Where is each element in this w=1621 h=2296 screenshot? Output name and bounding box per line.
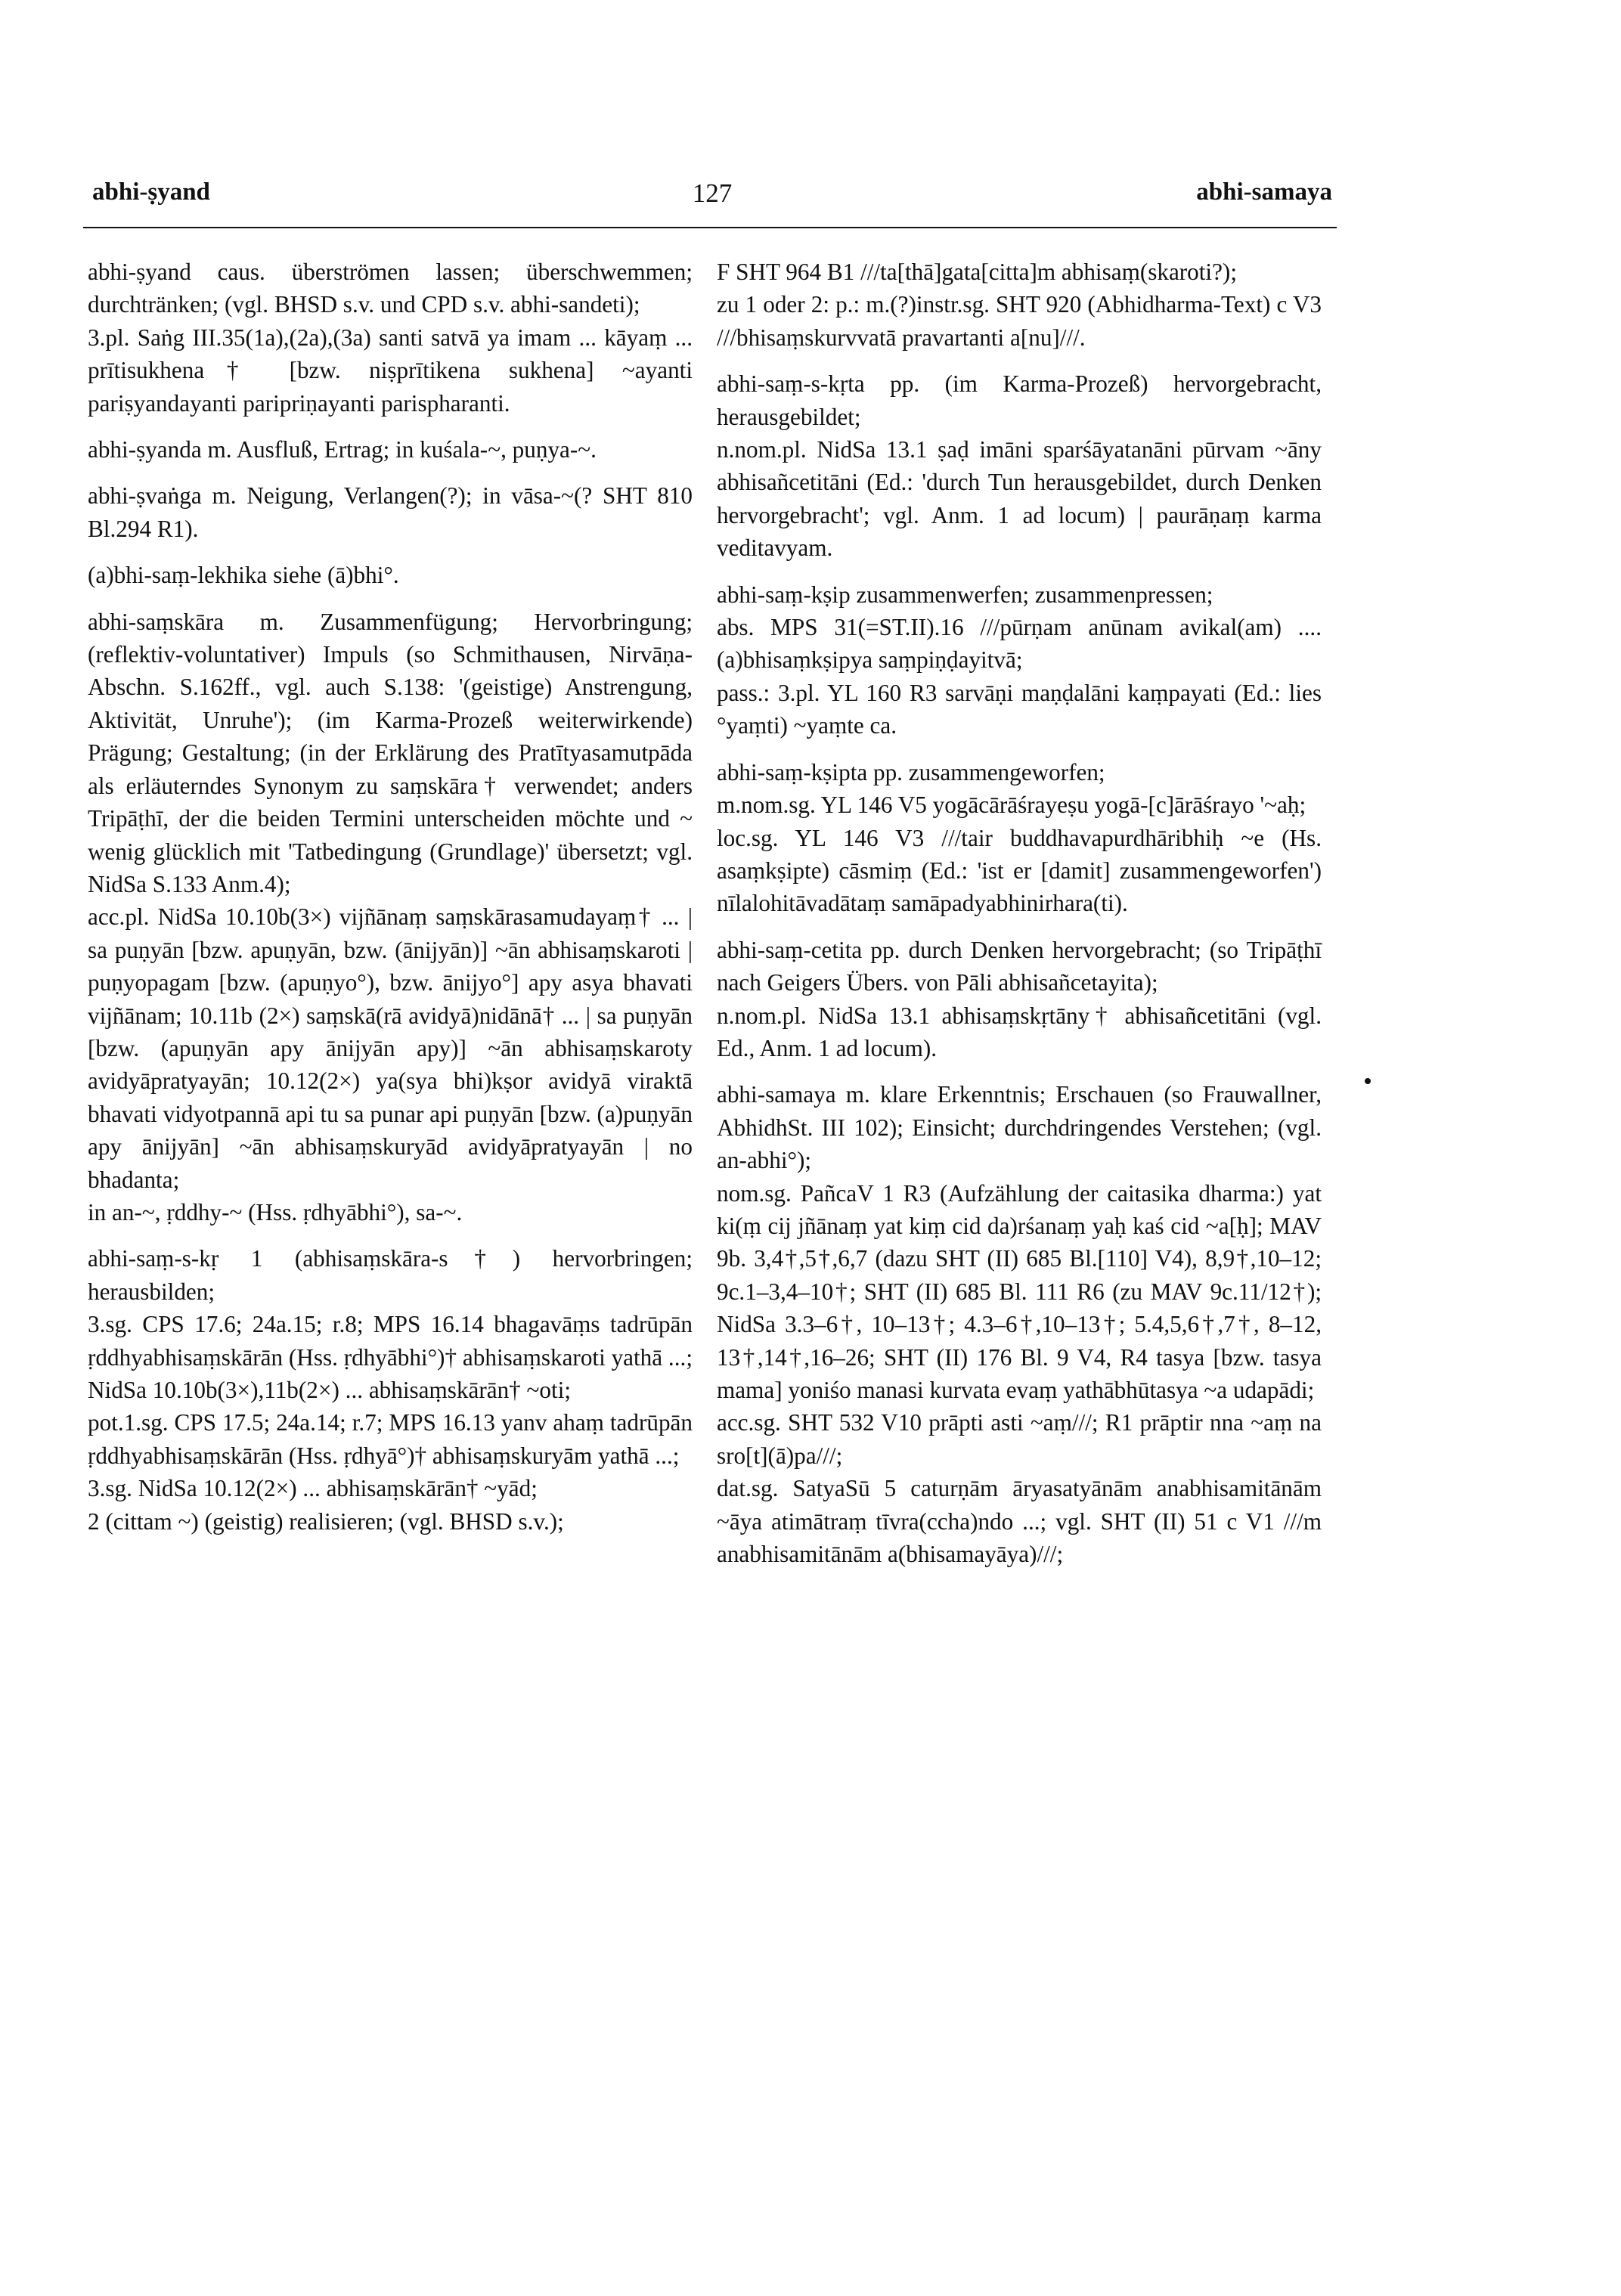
entry-abhi-sam-ksip: abhi-saṃ-kṣip zusammenwerfen; zusammenpressen; bbox=[717, 581, 1213, 608]
entry-citation: abs. MPS 31(=ST.II).16 ///pūrṇam anūnam avikal(am) .... (a)bhisaṃkṣipya saṃpiṇḍayitvā; bbox=[717, 614, 1322, 674]
entry-citation: nom.sg. PañcaV 1 R3 (Aufzählung der caitasika dharma:) yat ki(ṃ cij jñānaṃ yat kiṃ cid da)rśanaṃ yaḥ kaś cid ~a[ḥ]; MAV 9b. 3,4†,5†,6,7 (dazu SHT (II) 685 Bl.[110] V4), 8,9†,10–12; 9c.1–3,4–10†; SHT (II) 685 Bl. 111 R6 (zu MAV 9c.11/12†); NidSa 3.3–6†, 10–13†; 4.3–6†,10–13†; 5.4,5,6†,7†, 8–12, 13†,14†,16–26; SHT (II) 176 Bl. 9 V4, R4 tasya [bzw. tasya mama] yoniśo manasi kurvata evaṃ yathābhūtasya ~a udapādi; bbox=[717, 1179, 1322, 1403]
running-head-left: abhi-ṣyand bbox=[92, 178, 210, 206]
running-head-right: abhi-samaya bbox=[1196, 178, 1332, 206]
entry-abhi-sam-s-kr: abhi-saṃ-s-kṛ 1 (abhisaṃskāra-s†) hervorbringen; herausbilden; bbox=[88, 1245, 693, 1305]
entry-sense-2: 2 (cittam ~) (geistig) realisieren; (vgl. BHSD s.v.); bbox=[88, 1507, 564, 1535]
entry-citation: 3.sg. NidSa 10.12(2×) ... abhisaṃskārān† ~yād; bbox=[88, 1475, 538, 1502]
entry-citation: loc.sg. YL 146 V3 ///tair buddhavapurdhāribhiḥ ~e (Hs. asaṃkṣipte) cāsmiṃ (Ed.: 'ist er [damit] zusammengeworfen') nīlalohitāvadātaṃ samāpadyabhinirhara(ti). bbox=[717, 824, 1322, 917]
entry-abhi-syanda: abhi-ṣyanda m. Ausfluß, Ertrag; in kuśala-~, puṇya-~. bbox=[88, 436, 597, 463]
entry-abhi-sam-ksipta: abhi-saṃ-kṣipta pp. zusammengeworfen; bbox=[717, 758, 1105, 785]
entry-abhi-svanga: abhi-ṣvaṅga m. Neigung, Verlangen(?); in vāsa-~(? SHT 810 Bl.294 R1). bbox=[88, 482, 693, 542]
entry-abhi-sam-lekhika: (a)bhi-saṃ-lekhika siehe (ā)bhi°. bbox=[88, 562, 399, 589]
entry-citation: pot.1.sg. CPS 17.5; 24a.14; r.7; MPS 16.13 yanv ahaṃ tadrūpān ṛddhyabhisaṃskārān (Hss. ṛdhyā°)† abhisaṃskuryām yathā ...; bbox=[88, 1409, 693, 1469]
header-rule bbox=[83, 227, 1337, 228]
entry-citation: F SHT 964 B1 ///ta[thā]gata[citta]m abhisaṃ(skaroti?); bbox=[717, 259, 1237, 285]
entry-citation: n.nom.pl. NidSa 13.1 ṣaḍ imāni sparśāyatanāni pūrvam ~āny abhisañcetitāni (Ed.: 'durch Tun herausgebildet, durch Denken hervorgebracht'; vgl. Anm. 1 ad locum) | paurāṇaṃ karma veditavyam. bbox=[717, 436, 1322, 562]
entry-abhi-sam-cetita: abhi-saṃ-cetita pp. durch Denken hervorgebracht; (so Tripāṭhī nach Geigers Übers. von Pāli abhisañcetayita); bbox=[717, 936, 1322, 996]
entry-citation: zu 1 oder 2: p.: m.(?)instr.sg. SHT 920 (Abhidharma-Text) c V3 ///bhisaṃskurvvatā pravartanti a[nu]///. bbox=[717, 291, 1322, 351]
left-column bbox=[88, 256, 693, 1538]
entry-abhi-syand: abhi-ṣyand caus. überströmen lassen; überschwemmen; durchtränken; (vgl. BHSD s.v. und CPD s.v. abhi-sandeti); bbox=[88, 259, 693, 318]
margin-dot bbox=[1365, 1078, 1371, 1084]
page-number: 127 bbox=[692, 178, 733, 208]
entry-abhi-sam-s-krta: abhi-saṃ-s-kṛta pp. (im Karma-Prozeß) hervorgebracht, herausgebildet; bbox=[717, 370, 1322, 430]
entry-citation: n.nom.pl. NidSa 13.1 abhisaṃskṛtāny† abhisañcetitāni (vgl. Ed., Anm. 1 ad locum). bbox=[717, 1002, 1322, 1061]
entry-citation: m.nom.sg. YL 146 V5 yogācārāśrayeṣu yogā-[c]ārāśrayo '~aḥ; bbox=[717, 792, 1306, 819]
entry-citation: acc.pl. NidSa 10.10b(3×) vijñānaṃ saṃskārasamudayaṃ† ... | sa puṇyān [bzw. apuṇyān, bzw. (ānijyān)] ~ān abhisaṃskaroti | puṇyopagam [bzw. (apuṇyo°), bzw. ānijyo°] apy asya bhavati vijñānam; 10.11b (2×) saṃskā(rā avidyā)nidānā† ... | sa puṇyān [bzw. (apuṇyān apy ānijyān apy)] ~ān abhisaṃskaroty avidyāpratyayān; 10.12(2×) ya(sya bhi)kṣor avidyā viraktā bhavati vidyotpannā api tu sa punar api puṇyān [bzw. (a)puṇyān apy ānijyān] ~ān abhisaṃskuryād avidyāpratyayān | no bhadanta; bbox=[88, 903, 693, 1193]
entry-citation: pass.: 3.pl. YL 160 R3 sarvāṇi maṇḍalāni kaṃpayati (Ed.: lies °yaṃti) ~yaṃte ca. bbox=[717, 679, 1322, 739]
entry-citation: 3.pl. Saṅg III.35(1a),(2a),(3a) santi satvā ya imam ... kāyaṃ ... prītisukhena† [bzw. niṣprītikena sukhena] ~ayanti pariṣyandayanti paripriṇayanti parispharanti. bbox=[88, 324, 693, 417]
entry-citation: acc.sg. SHT 532 V10 prāpti asti ~aṃ///; R1 prāptir nna ~aṃ na sro[t](ā)pa///; bbox=[717, 1409, 1322, 1469]
page-header bbox=[92, 178, 1332, 216]
entry-abhi-samskara: abhi-saṃskāra m. Zusammenfügung; Hervorbringung; (reflektiv-voluntativer) Impuls (so Schmithausen, Nirvāṇa-Abschn. S.162ff., vgl. auch S.138: '(geistige) Anstrengung, Aktivität, Unruhe'); (im Karma-Prozeß weiterwirkende) Prägung; Gestaltung; (in der Erklärung des Pratītyasamutpāda als erläuterndes Synonym zu saṃskāra† verwendet; anders Tripāṭhī, der die beiden Termini unterscheiden möchte und ~ wenig glücklich mit 'Tatbedingung (Grundlage)' übersetzt; vgl. NidSa S.133 Anm.4); bbox=[88, 608, 693, 897]
entry-abhi-samaya: abhi-samaya m. klare Erkenntnis; Erschauen (so Frauwallner, AbhidhSt. III 102); Einsicht; durchdringendes Verstehen; (vgl. an-abhi°); bbox=[717, 1081, 1322, 1174]
right-column bbox=[717, 256, 1322, 1570]
entry-citation: 3.sg. CPS 17.6; 24a.15; r.8; MPS 16.14 bhagavāṃs tadrūpān ṛddhyabhisaṃskārān (Hss. ṛdhyābhi°)† abhisaṃskaroti yathā ...; NidSa 10.10b(3×),11b(2×) ... abhisaṃskārān† ~oti; bbox=[88, 1311, 693, 1403]
entry-citation: dat.sg. SatyaSū 5 caturṇām āryasatyānām anabhisamitānām ~āya atimātraṃ tīvra(ccha)ndo ...; vgl. SHT (II) 51 c V1 ///m anabhisamitānām a(bhisamayāya)///; bbox=[717, 1475, 1322, 1568]
entry-compounds: in an-~, ṛddhy-~ (Hss. ṛdhyābhi°), sa-~. bbox=[88, 1198, 463, 1225]
